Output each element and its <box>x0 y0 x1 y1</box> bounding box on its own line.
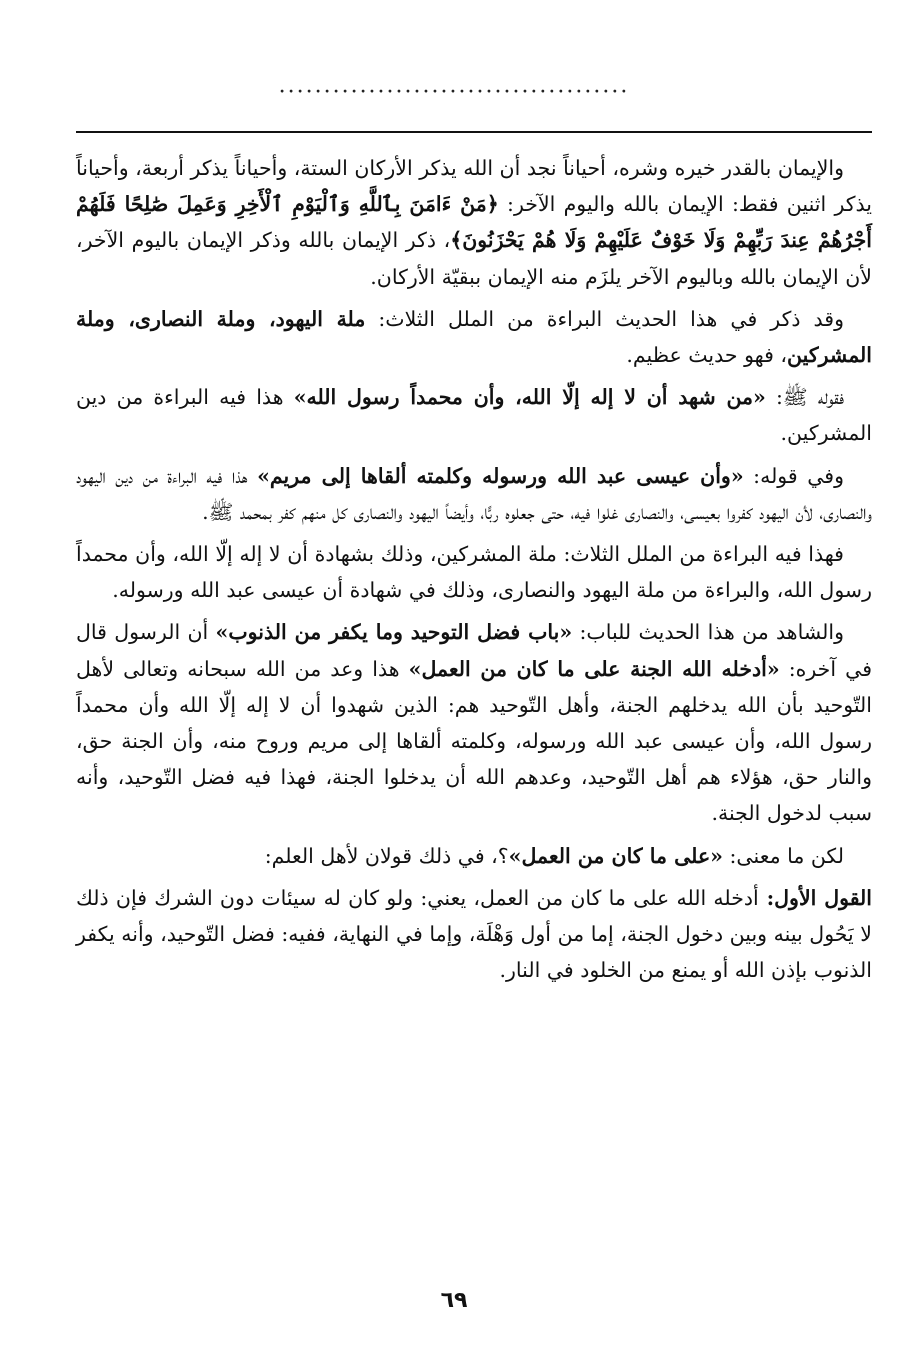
text: ، ذكر الإيمان بالله وذكر الإيمان باليوم الآخر، لأن الإيمان بالله وباليوم الآخر يلزَم منه الإيمان ببقيّة الأركان. <box>76 228 872 289</box>
text: أن الرسول قال في آخره: <box>76 620 872 681</box>
text: هذا وعد من الله سبحانه وتعالى لأهل التّوحيد بأن الله يدخلهم الجنة، وأهل التّوحيد هم: الذين شهدوا أن لا إله إلّا الله وأن محمداً رسول الله، وأن عيسى عبد الله ورسوله، وكلمته ألقاها إلى مريم وروح منه، وأن الجنة حق، والنار حق، هؤلاء هم أهل التّوحيد، وعدهم الله أن يدخلوا الجنة، فهذا فيه فضل التّوحيد، وأنه سبب لدخول الجنة. <box>76 656 872 826</box>
text: وفي قوله: <box>743 463 844 488</box>
paragraph <box>76 150 872 295</box>
text: والإيمان بالقدر خيره وشره، أحياناً نجد أن الله يذكر الأركان الستة، وأحياناً يذكر أربعة، وأحياناً يذكر اثنين فقط: الإيمان بالله واليوم الآخر: <box>76 156 873 217</box>
text: فقوله ﷺ: <box>765 385 844 410</box>
paragraph <box>76 458 872 530</box>
text: وقد ذكر في هذا الحديث البراءة من الملل الثلاث: <box>365 306 845 331</box>
text: ، فهو حديث عظيم. <box>626 343 788 368</box>
bold-text: ﴿مَنْ ءَامَنَ بِٱللَّهِ وَٱلْيَوْمِ ٱلْأَخِرِ وَعَمِلَ صَٰلِحًا فَلَهُمْ أَجْرُهُمْ عِندَ رَبِّهِمْ وَلَا خَوْفٌ عَلَيْهِمْ وَلَا هُمْ يَحْزَنُونَ﴾ <box>76 192 872 253</box>
bold-text: «وأن عيسى عبد الله ورسوله وكلمته ألقاها إلى مريم» <box>257 463 744 488</box>
bold-text: «من شهد أن لا إله إلّا الله، وأن محمداً رسول الله» <box>293 385 766 410</box>
text: أدخله الله على ما كان من العمل، يعني: ولو كان له سيئات دون الشرك فإن ذلك لا يَحُول بينه وبين دخول الجنة، إما من أول وَهْلَة، وإما في النهاية، ففيه: فضل التّوحيد، وأنه يكفر الذنوب بإذن الله أو يمنع من الخلود في النار. <box>76 885 872 983</box>
paragraph <box>76 379 872 451</box>
paragraph <box>76 301 872 373</box>
paragraph <box>76 880 872 989</box>
bold-text: «على ما كان من العمل» <box>508 843 723 868</box>
bold-text: «أدخله الله الجنة على ما كان من العمل» <box>408 656 780 681</box>
bold-text: «باب فضل التوحيد وما يكفر من الذنوب» <box>215 620 573 645</box>
page-body <box>76 150 872 994</box>
header-dotted-line: ······································· <box>278 80 630 105</box>
text: هذا فيه البراءة من دين اليهود والنصارى، لأن اليهود كفروا بعيسى، والنصارى غلوا فيه، حتى جعلوه ربًّا، وأيضاً اليهود والنصارى كل منهم كفر بمحمد ﷺ. <box>76 463 872 524</box>
header-rule <box>76 131 872 133</box>
bold-text: ملة اليهود، وملة النصارى، وملة المشركين <box>76 306 872 368</box>
bold-text: القول الأول: <box>758 885 873 910</box>
text: هذا فيه البراءة من دين المشركين. <box>76 385 872 446</box>
page-number: ٦٩ <box>440 1288 468 1313</box>
text: لكن ما معنى: <box>723 843 844 868</box>
paragraph <box>76 838 872 874</box>
text: ؟، في ذلك قولان لأهل العلم: <box>264 843 509 868</box>
text: فهذا فيه البراءة من الملل الثلاث: ملة المشركين، وذلك بشهادة أن لا إله إلّا الله، وأن محمداً رسول الله، والبراءة من ملة اليهود والنصارى، وذلك في شهادة أن عيسى عبد الله ورسوله. <box>76 542 872 603</box>
text: والشاهد من هذا الحديث للباب: <box>572 620 844 645</box>
paragraph <box>76 536 872 608</box>
paragraph <box>76 614 872 831</box>
